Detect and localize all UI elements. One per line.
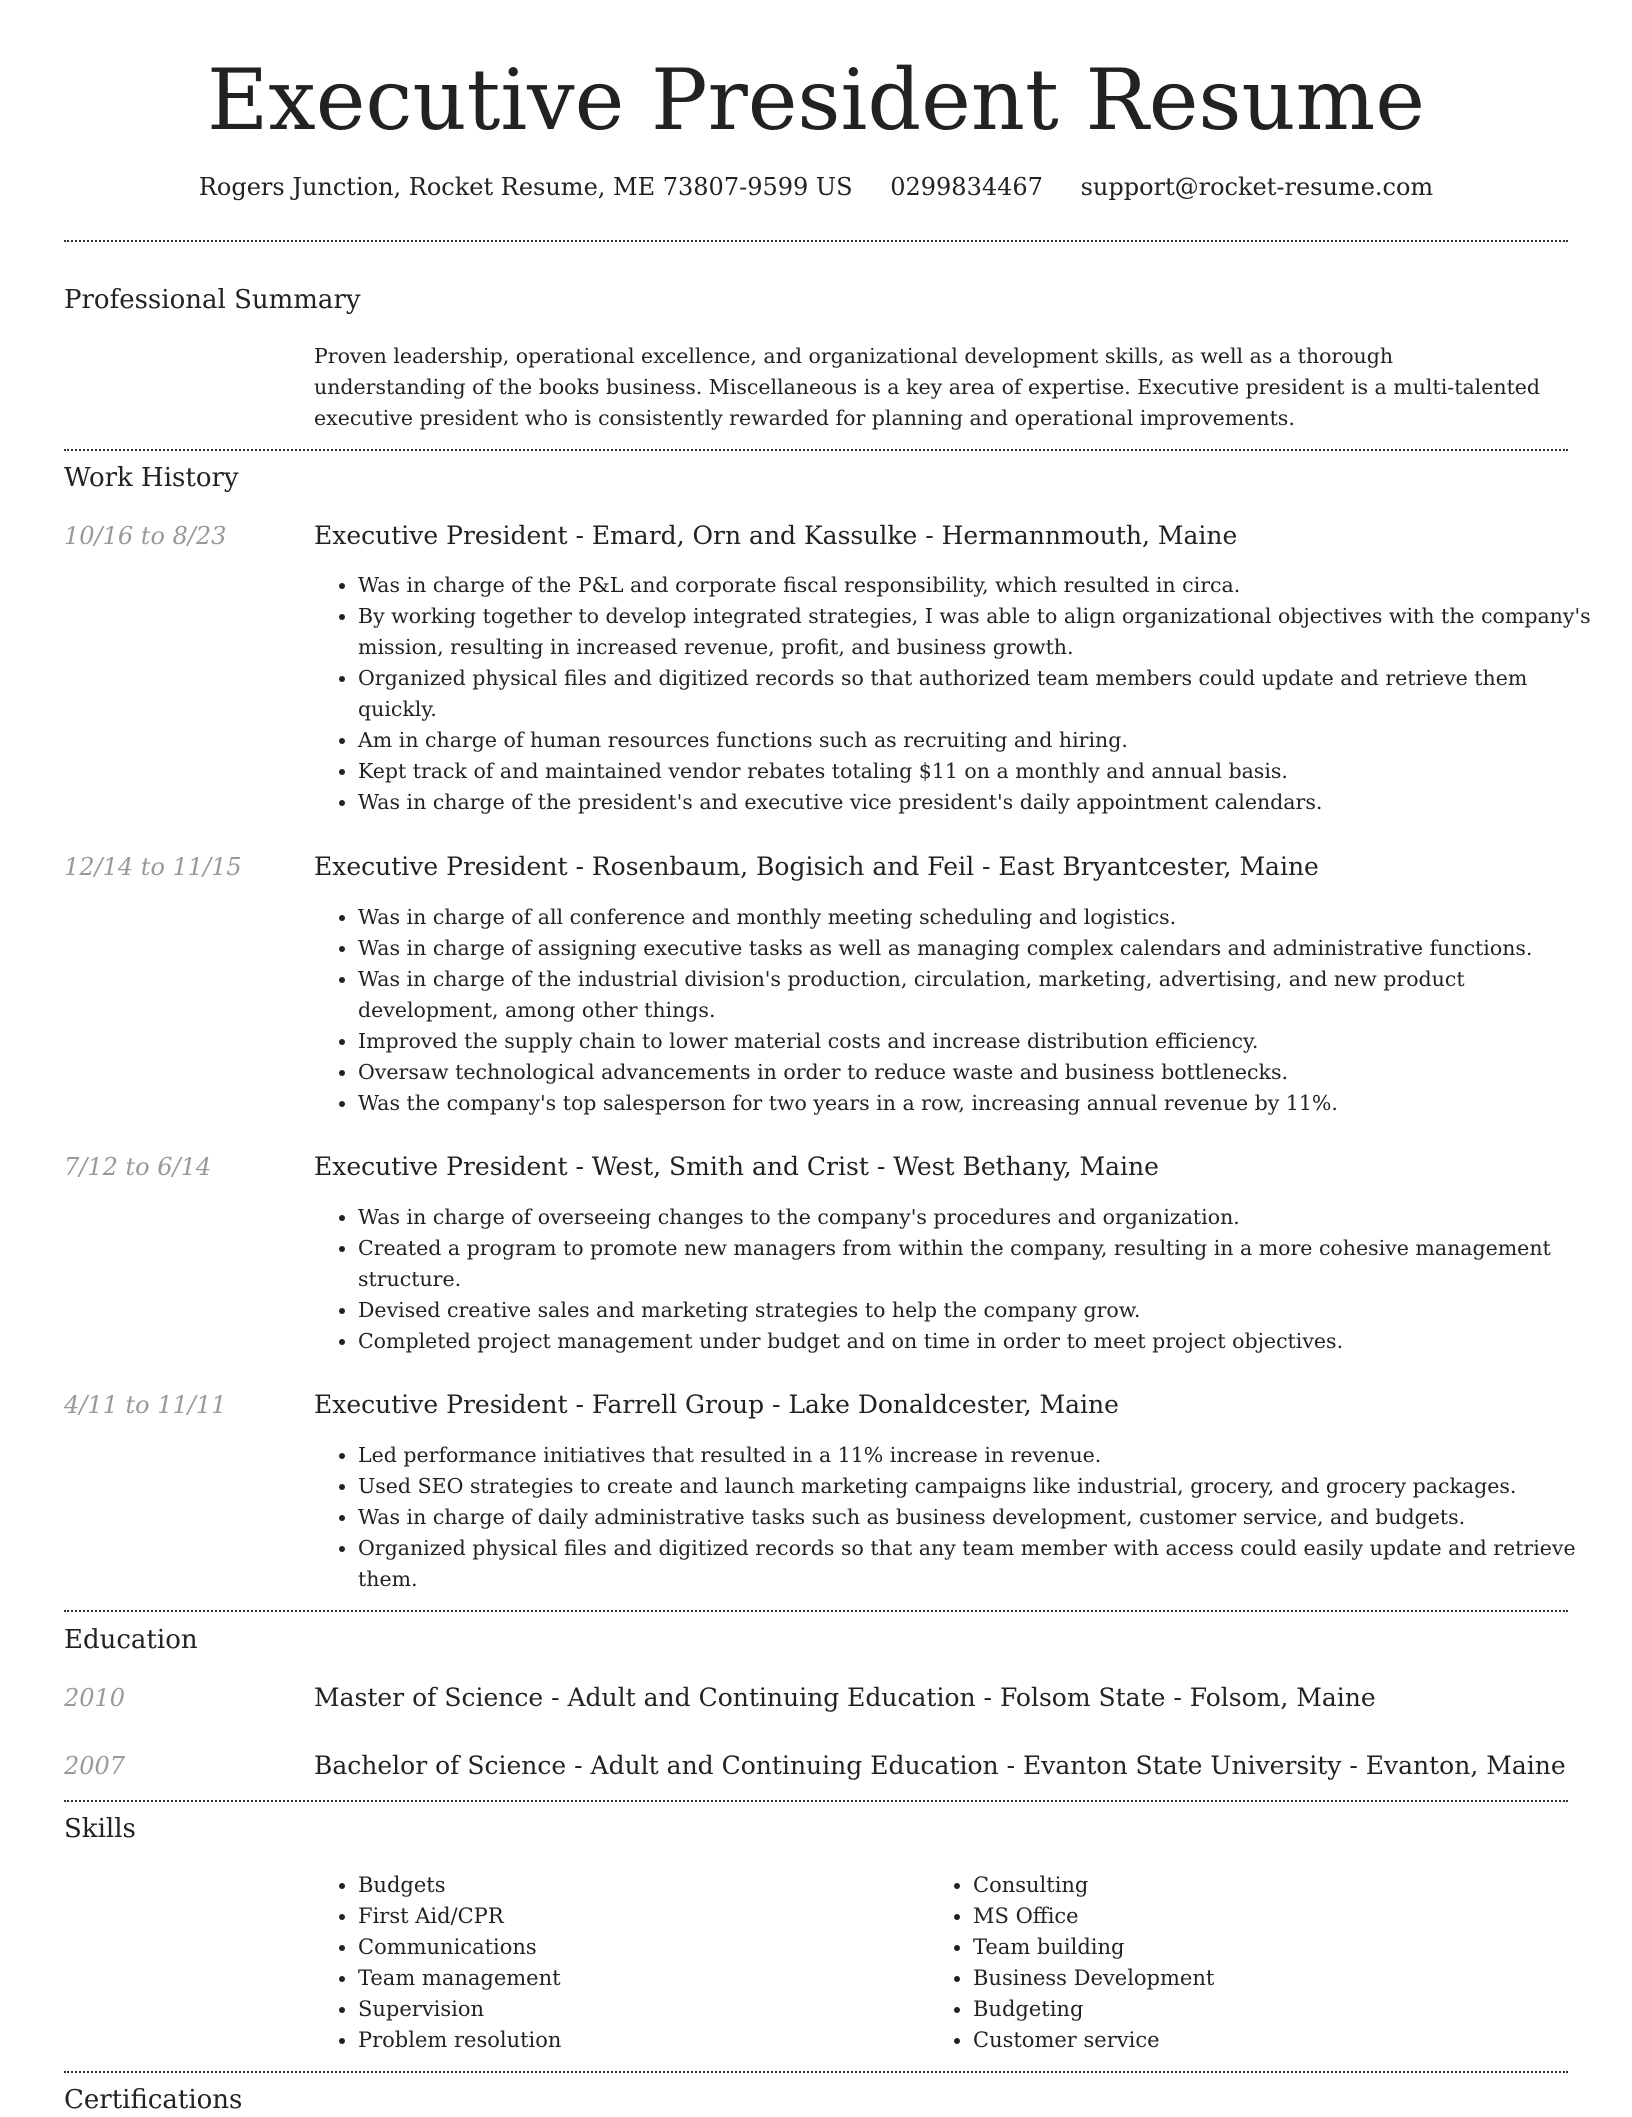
job-bullet: • Oversaw technological advancements in order to reduce waste and business bottlenecks. [358,1057,1598,1088]
summary-heading: Professional Summary [64,285,361,315]
contact-email: support@rocket-resume.com [1080,173,1434,201]
job-dates: 4/11 to 11/11 [64,1391,227,1419]
skills-heading: Skills [64,1814,136,1844]
section-divider [64,1800,1568,1802]
job-bullets [314,902,1598,1119]
job-bullets [314,570,1598,818]
job-bullet: • Was in charge of overseeing changes to the company's procedures and organization. [358,1202,1598,1233]
skill-item: • Team building [973,1932,1533,1963]
job-bullet: • Devised creative sales and marketing strategies to help the company grow. [358,1295,1598,1326]
certifications-heading: Certifications [64,2085,243,2115]
job-bullets [314,1440,1598,1595]
job-title: Executive President - Farrell Group - Lake Donaldcester, Maine [314,1390,1119,1419]
skill-item: • Business Development [973,1963,1533,1994]
job-bullet: • Led performance initiatives that resulted in a 11% increase in revenue. [358,1440,1598,1471]
job-bullet: • Improved the supply chain to lower material costs and increase distribution efficiency. [358,1026,1598,1057]
skill-item: • Consulting [973,1870,1533,1901]
skills-list-left [314,1870,918,2056]
skill-item: • Problem resolution [358,2025,918,2056]
job-dates: 10/16 to 8/23 [64,522,227,550]
job-bullet: • Was in charge of the industrial division's production, circulation, marketing, advertising, and new product development, among other things. [358,964,1598,1026]
job-title: Executive President - Emard, Orn and Kassulke - Hermannmouth, Maine [314,521,1238,550]
job-bullet: • Am in charge of human resources functions such as recruiting and hiring. [358,725,1598,756]
job-dates: 7/12 to 6/14 [64,1153,212,1181]
skill-item: • Communications [358,1932,918,1963]
section-divider [64,2071,1568,2073]
contact-line [0,170,1632,204]
skill-item: • First Aid/CPR [358,1901,918,1932]
education-heading: Education [64,1625,198,1655]
job-bullet: • Created a program to promote new managers from within the company, resulting in a more cohesive management structure. [358,1233,1598,1295]
job-bullet: • Organized physical files and digitized records so that authorized team members could update and retrieve them quickly. [358,663,1598,725]
job-bullet: • Was in charge of daily administrative tasks such as business development, customer service, and budgets. [358,1502,1598,1533]
job-dates: 12/14 to 11/15 [64,853,242,881]
job-title: Executive President - Rosenbaum, Bogisich and Feil - East Bryantcester, Maine [314,852,1319,881]
job-bullet: • By working together to develop integrated strategies, I was able to align organizational objectives with the company's mission, resulting in increased revenue, profit, and business growth. [358,601,1598,663]
contact-phone: 0299834467 [890,173,1043,201]
job-bullet: • Kept track of and maintained vendor rebates totaling $11 on a monthly and annual basis. [358,756,1598,787]
job-bullet: • Completed project management under budget and on time in order to meet project objectives. [358,1326,1598,1357]
skill-item: • Budgeting [973,1994,1533,2025]
skill-item: • Supervision [358,1994,918,2025]
work-history-heading: Work History [64,463,239,493]
skill-item: • MS Office [973,1901,1533,1932]
skill-item: • Budgets [358,1870,918,1901]
skill-item: • Customer service [973,2025,1533,2056]
skills-list-right [929,1870,1533,2056]
education-degree: Bachelor of Science - Adult and Continuing Education - Evanton State University - Evanton, Maine [314,1751,1566,1780]
job-bullet: • Was in charge of assigning executive tasks as well as managing complex calendars and administrative functions. [358,933,1598,964]
job-bullet: • Was in charge of the president's and executive vice president's daily appointment calendars. [358,787,1598,818]
summary-text: Proven leadership, operational excellence, and organizational development skills, as well as a thorough understanding of the books business. Miscellaneous is a key area of expertise. Executive president is a multi-talented executive president who is consistently rewarded for planning and operational improvements. [314,344,1541,430]
resume-title: Executive President Resume [207,51,1425,149]
job-bullet: • Organized physical files and digitized records so that any team member with access could easily update and retrieve them. [358,1533,1598,1595]
education-year: 2007 [64,1752,126,1780]
section-divider [64,449,1568,451]
skill-item: • Team management [358,1963,918,1994]
job-bullet: • Was in charge of all conference and monthly meeting scheduling and logistics. [358,902,1598,933]
job-bullet: • Was the company's top salesperson for two years in a row, increasing annual revenue by 11%. [358,1088,1598,1119]
section-divider [64,240,1568,242]
job-bullets [314,1202,1598,1357]
job-bullet: • Was in charge of the P&L and corporate fiscal responsibility, which resulted in circa. [358,570,1598,601]
section-divider [64,1610,1568,1612]
education-year: 2010 [64,1684,126,1712]
contact-address: Rogers Junction, Rocket Resume, ME 73807-9599 US [198,173,853,201]
job-title: Executive President - West, Smith and Crist - West Bethany, Maine [314,1152,1159,1181]
education-degree: Master of Science - Adult and Continuing Education - Folsom State - Folsom, Maine [314,1683,1376,1712]
job-bullet: • Used SEO strategies to create and launch marketing campaigns like industrial, grocery, and grocery packages. [358,1471,1598,1502]
